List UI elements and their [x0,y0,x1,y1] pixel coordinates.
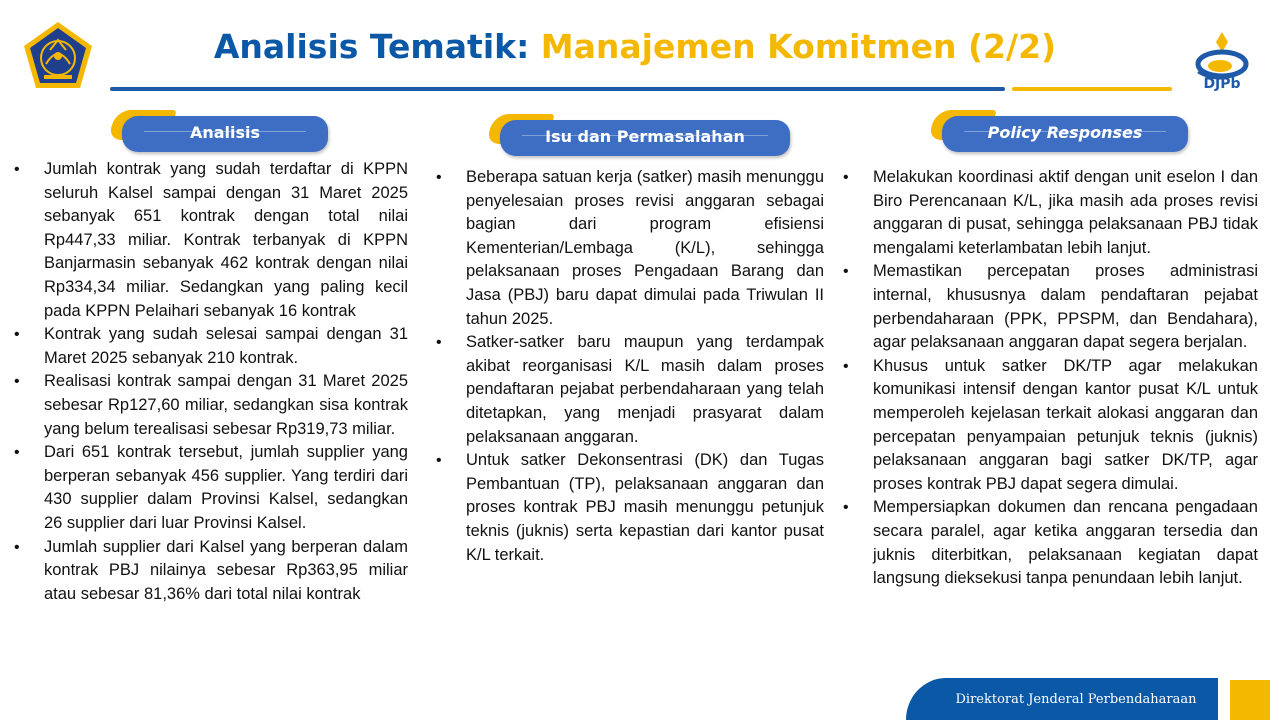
tab-analisis [112,110,328,154]
analisis-item: • Jumlah kontrak yang sudah terdaftar di KPPN seluruh Kalsel sampai dengan 31 Maret 2025 sebanyak 651 kontrak dengan total nilai Rp447,33 miliar. Kontrak terbanyak di KPPN Banjarmasin sebanyak 462 kontrak dengan nilai Rp334,34 miliar. Sedangkan yang paling kecil pada KPPN Pelaihari sebanyak 16 kontrak [8,158,408,323]
footer-accent-square [1230,680,1270,720]
analisis-item: • Dari 651 kontrak tersebut, jumlah supplier yang berperan sebanyak 456 supplier. Yang terdiri dari 430 supplier dalam Provinsi Kalsel, sedangkan 26 supplier dari luar Provinsi Kalsel. [8,441,408,535]
policy-item: • Memastikan percepatan proses administrasi internal, khususnya dalam pendaftaran pejabat perbendaharaan (PPK, PPSPM, dan Bendahara), agar pelaksanaan anggaran dapat segera berjalan. [837,260,1258,354]
isu-item: • Satker-satker baru maupun yang terdampak akibat reorganisasi K/L masih dalam proses pendaftaran pejabat perbendaharaan yang telah ditetapkan, yang menjadi prasyarat dalam pelaksanaan anggaran. [430,331,824,449]
footer-text: Direktorat Jenderal Perbendaharaan [955,692,1197,707]
policy-column [837,166,1258,591]
isu-item: • Untuk satker Dekonsentrasi (DK) dan Tugas Pembantuan (TP), pelaksanaan anggaran dan proses kontrak PBJ masih menunggu petunjuk teknis (juknis) serta kepastian dari kantor pusat K/L terkait. [430,449,824,567]
tab-analisis-label: Analisis [189,123,261,142]
policy-item: • Mempersiapkan dokumen dan rencana pengadaan secara paralel, agar ketika anggaran tersedia dan juknis diterbitkan, pelaksanaan kegiatan dapat langsung dieksekusi tanpa penundaan lebih lanjut. [837,496,1258,590]
isu-column [430,166,824,567]
title-part-1: Analisis Tematik: [213,27,530,66]
isu-item: • Beberapa satuan kerja (satker) masih menunggu penyelesaian proses revisi anggaran sebagai bagian dari program efisiensi Kementerian/Lembaga (K/L), sehingga pelaksanaan proses Pengadaan Barang dan Jasa (PBJ) baru dapat dimulai pada Triwulan II tahun 2025. [430,166,824,331]
tab-policy-label: Policy Responses [987,123,1143,142]
policy-item: • Khusus untuk satker DK/TP agar melakukan komunikasi intensif dengan kantor pusat K/L untuk memperoleh kejelasan terkait alokasi anggaran dan percepatan penyampaian petunjuk teknis (juknis) pelaksanaan anggaran bagi satker DK/TP, agar proses kontrak PBJ dapat segera dimulai. [837,355,1258,497]
page-title [110,22,1160,72]
analisis-item: • Kontrak yang sudah selesai sampai dengan 31 Maret 2025 sebanyak 210 kontrak. [8,323,408,370]
title-underline-yellow [1012,87,1172,91]
tab-isu [490,114,790,158]
kemenkeu-emblem-icon [22,20,94,90]
djpb-logo-text: DJPb [1203,76,1241,92]
tab-isu-label: Isu dan Permasalahan [545,127,745,146]
analisis-item: • Realisasi kontrak sampai dengan 31 Maret 2025 sebesar Rp127,60 miliar, sedangkan sisa kontrak yang belum terealisasi sebesar Rp319,73 miliar. [8,370,408,441]
policy-item: • Melakukan koordinasi aktif dengan unit eselon I dan Biro Perencanaan K/L, jika masih ada proses revisi anggaran di pusat, sehingga pelaksanaan PBJ tidak mengalami keterlambatan lebih lanjut. [837,166,1258,260]
title-underline-blue [110,87,1005,91]
tab-policy [932,110,1188,154]
title-part-2: Manajemen Komitmen (2/2) [540,27,1057,66]
analisis-item: • Jumlah supplier dari Kalsel yang berperan dalam kontrak PBJ nilainya sebesar Rp363,95 miliar atau sebesar 81,36% dari total nilai kontrak [8,536,408,607]
analisis-column [8,158,408,606]
